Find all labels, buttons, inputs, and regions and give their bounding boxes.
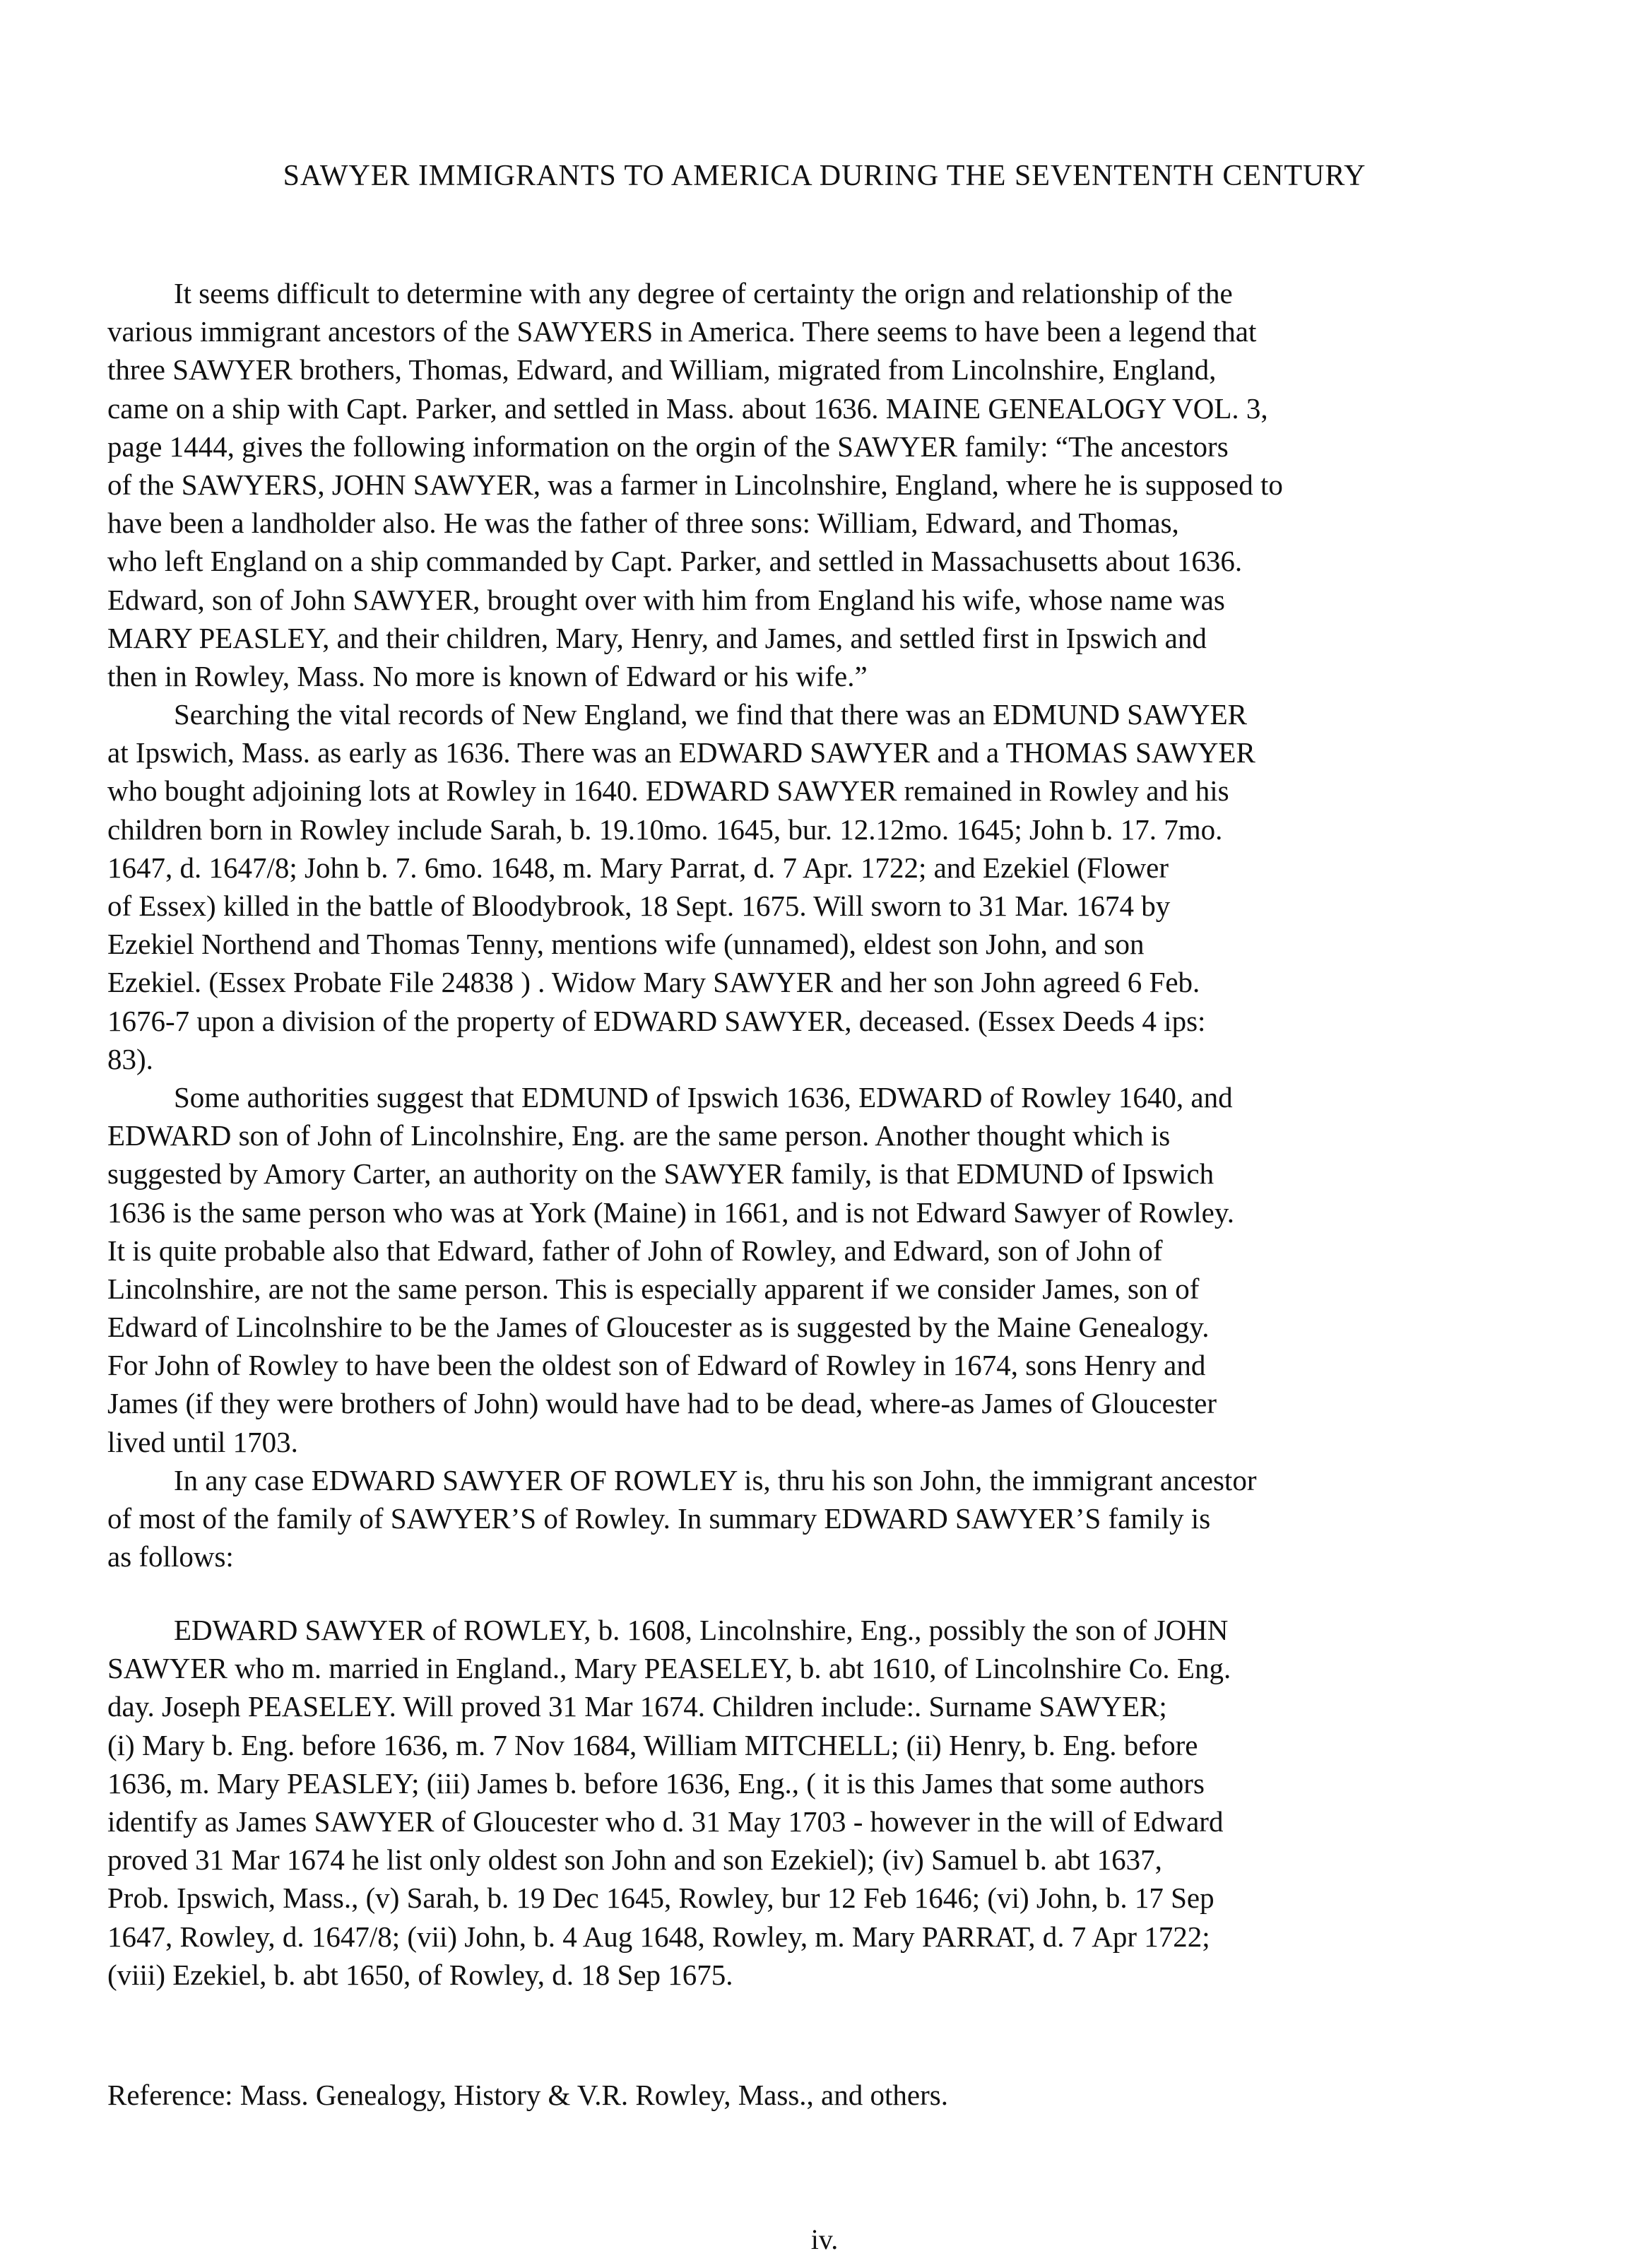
summary-line: Prob. Ipswich, Mass., (v) Sarah, b. 19 Dec 1645, Rowley, bur 12 Feb 1646; (vi) John, b. 17 Sep	[107, 1882, 1214, 1915]
family-summary	[107, 1611, 1563, 1994]
paragraph-2-line: children born in Rowley include Sarah, b. 19.10mo. 1645, bur. 12.12mo. 1645; John b. 17. 7mo.	[107, 813, 1223, 846]
reference-text: Reference: Mass. Genealogy, History & V.R. Rowley, Mass., and others.	[107, 2079, 948, 2111]
paragraph-1-line: It seems difficult to determine with any degree of certainty the orign and relationship of the	[174, 277, 1233, 309]
paragraph-1-line: came on a ship with Capt. Parker, and settled in Mass. about 1636. MAINE GENEALOGY VOL. 3,	[107, 391, 1268, 425]
paragraph-1-line: who left England on a ship commanded by Capt. Parker, and settled in Massachusetts about 1636.	[107, 545, 1243, 578]
paragraph-2-line: 1647, d. 1647/8; John b. 7. 6mo. 1648, m. Mary Parrat, d. 7 Apr. 1722; and Ezekiel (Flower	[107, 851, 1169, 884]
paragraph-4-line: as follows:	[107, 1540, 234, 1573]
paragraph-3-line: EDWARD son of John of Lincolnshire, Eng. are the same person. Another thought which is	[107, 1119, 1171, 1152]
paragraph-2-line: 1676-7 upon a division of the property of EDWARD SAWYER, deceased. (Essex Deeds 4 ips:	[107, 1004, 1206, 1037]
summary-line: day. Joseph PEASELEY. Will proved 31 Mar 1674. Children include:. Surname SAWYER;	[107, 1690, 1167, 1723]
paragraph-3-line: For John of Rowley to have been the oldest son of Edward of Rowley in 1674, sons Henry and	[107, 1349, 1206, 1382]
paragraph-2-line: at Ipswich, Mass. as early as 1636. There was an EDWARD SAWYER and a THOMAS SAWYER	[107, 736, 1255, 769]
paragraph-4-line: In any case EDWARD SAWYER OF ROWLEY is, thru his son John, the immigrant ancestor	[174, 1463, 1257, 1496]
summary-line: 1647, Rowley, d. 1647/8; (vii) John, b. 4 Aug 1648, Rowley, m. Mary PARRAT, d. 7 Apr 1722;	[107, 1920, 1210, 1953]
paragraph-2-line: Ezekiel. (Essex Probate File 24838 ) . Widow Mary SAWYER and her son John agreed 6 Feb.	[107, 966, 1200, 999]
paragraph-2-line: who bought adjoining lots at Rowley in 1640. EDWARD SAWYER remained in Rowley and his	[107, 774, 1229, 808]
paragraph-3-line: James (if they were brothers of John) would have had to be dead, where-as James of Gloucester	[107, 1387, 1217, 1420]
summary-line: proved 31 Mar 1674 he list only oldest son John and son Ezekiel); (iv) Samuel b. abt 1637,	[107, 1843, 1162, 1877]
paragraph-2-line: Searching the vital records of New England, we find that there was an EDMUND SAWYER	[174, 698, 1248, 731]
paragraph-1-line: Edward, son of John SAWYER, brought over with him from England his wife, whose name was	[107, 583, 1225, 616]
body-text	[107, 274, 1563, 1576]
paragraph-1-line: various immigrant ancestors of the SAWYERS in America. There seems to have been a legend that	[107, 315, 1257, 348]
paragraph-1-line: page 1444, gives the following information on the orgin of the SAWYER family: “The ancestors	[107, 430, 1229, 463]
paragraph-3-line: Some authorities suggest that EDMUND of Ipswich 1636, EDWARD of Rowley 1640, and	[174, 1080, 1233, 1114]
reference-note	[107, 2076, 1563, 2114]
paragraph-3-line: Lincolnshire, are not the same person. This is especially apparent if we consider James, son of	[107, 1272, 1200, 1305]
summary-line: (viii) Ezekiel, b. abt 1650, of Rowley, d. 18 Sep 1675.	[107, 1958, 733, 1991]
paragraph-3-line: suggested by Amory Carter, an authority on the SAWYER family, is that EDMUND of Ipswich	[107, 1157, 1214, 1191]
paragraph-1-line: have been a landholder also. He was the father of three sons: William, Edward, and Thomas,	[107, 507, 1179, 540]
paragraph-3-line: lived until 1703.	[107, 1425, 298, 1458]
page-title: SAWYER IMMIGRANTS TO AMERICA DURING THE SEVENTENTH CENTURY	[283, 160, 1366, 192]
paragraph-3-line: 1636 is the same person who was at York (Maine) in 1661, and is not Edward Sawyer of Rowley.	[107, 1195, 1234, 1229]
summary-line: EDWARD SAWYER of ROWLEY, b. 1608, Lincolnshire, Eng., possibly the son of JOHN	[174, 1614, 1229, 1646]
summary-line: (i) Mary b. Eng. before 1636, m. 7 Nov 1684, William MITCHELL; (ii) Henry, b. Eng. before	[107, 1728, 1198, 1761]
paragraph-1-line: of the SAWYERS, JOHN SAWYER, was a farmer in Lincolnshire, England, where he is supposed to	[107, 468, 1283, 501]
summary-line: SAWYER who m. married in England., Mary PEASELEY, b. abt 1610, of Lincolnshire Co. Eng.	[107, 1652, 1231, 1685]
paragraph-2-line: Ezekiel Northend and Thomas Tenny, mentions wife (unnamed), eldest son John, and son	[107, 928, 1145, 961]
paragraph-2-line: 83).	[107, 1042, 153, 1075]
paragraph-2-line: of Essex) killed in the battle of Bloodybrook, 18 Sept. 1675. Will sworn to 31 Mar. 1674 by	[107, 890, 1171, 922]
summary-line: identify as James SAWYER of Gloucester who d. 31 May 1703 - however in the will of Edward	[107, 1805, 1224, 1838]
paragraph-4-line: of most of the family of SAWYER’S of Rowley. In summary EDWARD SAWYER’S family is	[107, 1502, 1211, 1535]
paragraph-1-line: three SAWYER brothers, Thomas, Edward, and William, migrated from Lincolnshire, England,	[107, 353, 1217, 386]
page-number: iv.	[810, 2223, 839, 2255]
paragraph-1-line: then in Rowley, Mass. No more is known of Edward or his wife.”	[107, 659, 868, 692]
summary-line: 1636, m. Mary PEASLEY; (iii) James b. before 1636, Eng., ( it is this James that some authors	[107, 1766, 1205, 1800]
paragraph-3-line: Edward of Lincolnshire to be the James of Gloucester as is suggested by the Maine Genealogy.	[107, 1311, 1210, 1344]
paragraph-1-line: MARY PEASLEY, and their children, Mary, Henry, and James, and settled first in Ipswich and	[107, 621, 1207, 654]
paragraph-3-line: It is quite probable also that Edward, father of John of Rowley, and Edward, son of John of	[107, 1234, 1163, 1267]
